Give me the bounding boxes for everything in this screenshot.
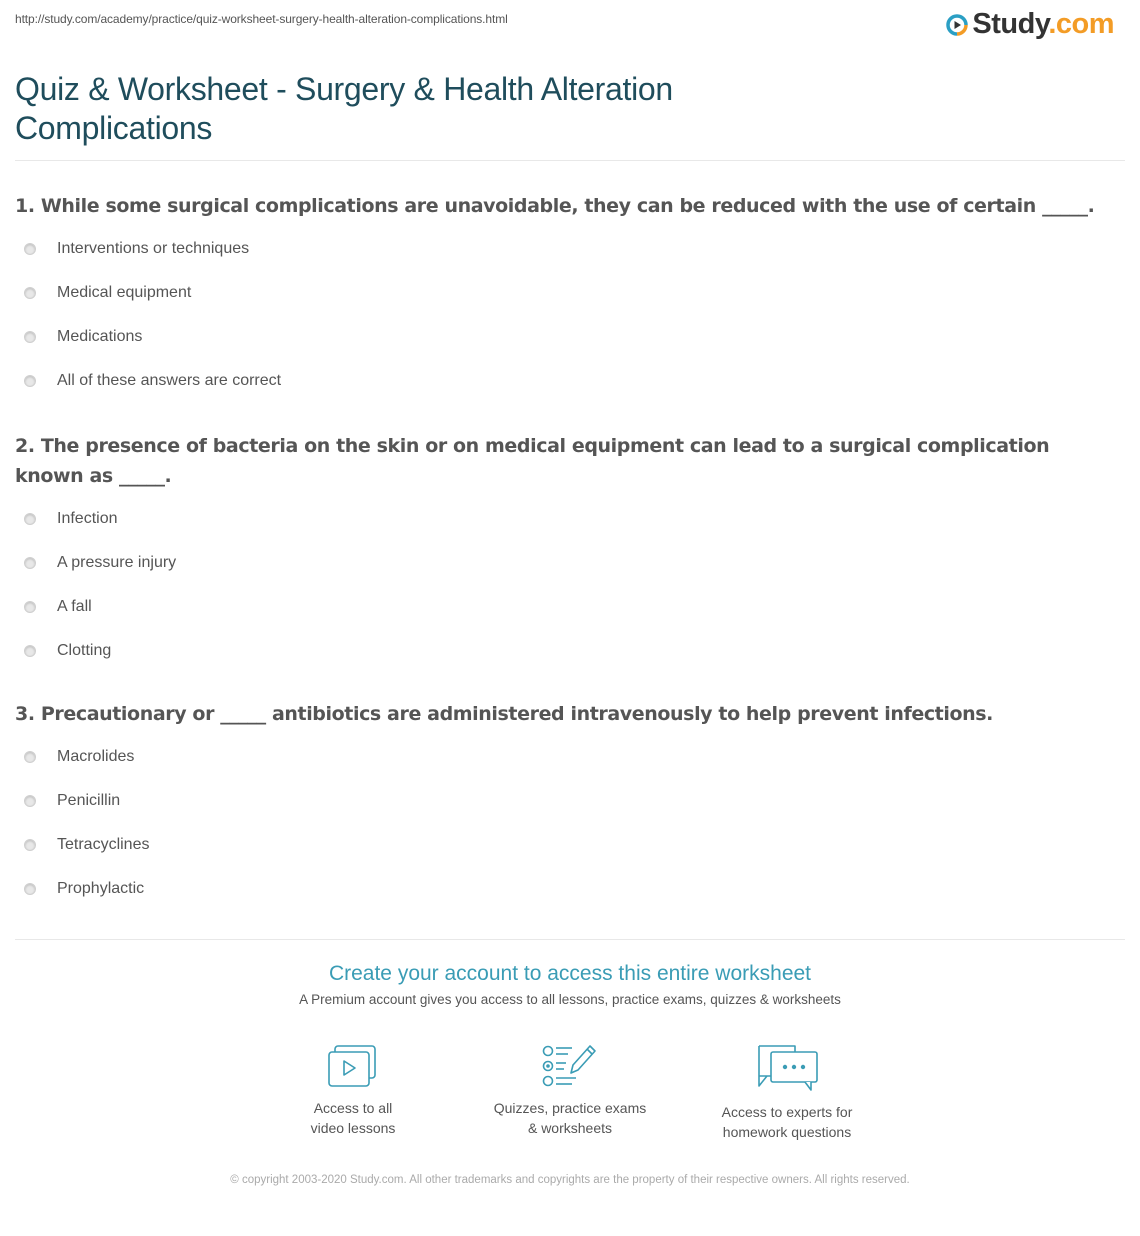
answer-option[interactable] bbox=[15, 271, 1120, 315]
radio-button[interactable] bbox=[24, 331, 36, 343]
radio-button[interactable] bbox=[24, 751, 36, 763]
question-text: 2. The presence of bacteria on the skin or on medical equipment can lead to a surgical complication known as _____. bbox=[15, 435, 1050, 487]
chat-experts-icon bbox=[755, 1044, 819, 1092]
feature-label: Quizzes, practice exams & worksheets bbox=[493, 1100, 647, 1136]
page-url: http://study.com/academy/practice/quiz-worksheet-surgery-health-alteration-complications.html bbox=[15, 12, 508, 26]
feature-label: Access to all video lessons bbox=[310, 1100, 396, 1136]
radio-button[interactable] bbox=[24, 601, 36, 613]
copyright-text: © copyright 2003-2020 Study.com. All other trademarks and copyrights are the property of their respective owners. All rights reserved. bbox=[230, 1174, 910, 1186]
radio-button[interactable] bbox=[24, 513, 36, 525]
logo-text: Study.com bbox=[972, 8, 1114, 40]
radio-button[interactable] bbox=[24, 557, 36, 569]
answer-label: Tetracyclines bbox=[57, 836, 150, 853]
answer-label: Prophylactic bbox=[57, 880, 145, 897]
answer-label: A pressure injury bbox=[57, 554, 177, 571]
answer-option[interactable] bbox=[15, 823, 1120, 867]
radio-button[interactable] bbox=[24, 243, 36, 255]
answer-option[interactable] bbox=[15, 735, 1120, 779]
features-row bbox=[0, 1044, 1140, 1142]
quiz-checklist-icon bbox=[542, 1044, 598, 1088]
feature-video-lessons bbox=[245, 1044, 462, 1142]
play-circle-icon bbox=[946, 14, 968, 36]
answer-option[interactable] bbox=[15, 541, 1120, 585]
answer-label: All of these answers are correct bbox=[57, 372, 282, 389]
radio-button[interactable] bbox=[24, 375, 36, 387]
video-lessons-icon bbox=[327, 1044, 379, 1088]
answer-label: Infection bbox=[57, 510, 118, 527]
answer-label: Interventions or techniques bbox=[57, 240, 250, 257]
radio-button[interactable] bbox=[24, 883, 36, 895]
radio-button[interactable] bbox=[24, 795, 36, 807]
answer-option[interactable] bbox=[15, 227, 1120, 271]
answer-label: A fall bbox=[57, 598, 92, 615]
answer-option[interactable] bbox=[15, 359, 1120, 403]
feature-label: Access to experts for homework questions bbox=[721, 1104, 853, 1140]
answer-label: Macrolides bbox=[57, 748, 135, 765]
answer-label: Clotting bbox=[57, 642, 112, 659]
answer-label: Penicillin bbox=[57, 792, 121, 809]
page-title: Quiz & Worksheet - Surgery & Health Alteration Complications bbox=[15, 71, 673, 146]
question-text: 3. Precautionary or _____ antibiotics are administered intravenously to help prevent infections. bbox=[15, 703, 993, 725]
question-text: 1. While some surgical complications are unavoidable, they can be reduced with the use of certain _____. bbox=[15, 195, 1095, 217]
answer-option[interactable] bbox=[15, 315, 1120, 359]
radio-button[interactable] bbox=[24, 645, 36, 657]
cta-title-link[interactable]: Create your account to access this entire worksheet bbox=[328, 962, 812, 985]
divider bbox=[15, 939, 1125, 940]
question-1 bbox=[15, 191, 1120, 403]
answer-label: Medical equipment bbox=[57, 284, 192, 301]
signup-cta bbox=[0, 960, 1140, 1007]
feature-quizzes bbox=[462, 1044, 679, 1142]
answer-option[interactable] bbox=[15, 779, 1120, 823]
divider bbox=[15, 160, 1125, 161]
feature-experts bbox=[679, 1044, 896, 1142]
study-logo[interactable] bbox=[946, 8, 1114, 41]
answer-option[interactable] bbox=[15, 585, 1120, 629]
answer-option[interactable] bbox=[15, 629, 1120, 673]
answer-label: Medications bbox=[57, 328, 143, 345]
question-2 bbox=[15, 431, 1120, 673]
question-3 bbox=[15, 699, 1120, 911]
cta-subtitle: A Premium account gives you access to all lessons, practice exams, quizzes & worksheets bbox=[299, 992, 841, 1007]
answer-option[interactable] bbox=[15, 867, 1120, 911]
radio-button[interactable] bbox=[24, 287, 36, 299]
answer-option[interactable] bbox=[15, 497, 1120, 541]
radio-button[interactable] bbox=[24, 839, 36, 851]
